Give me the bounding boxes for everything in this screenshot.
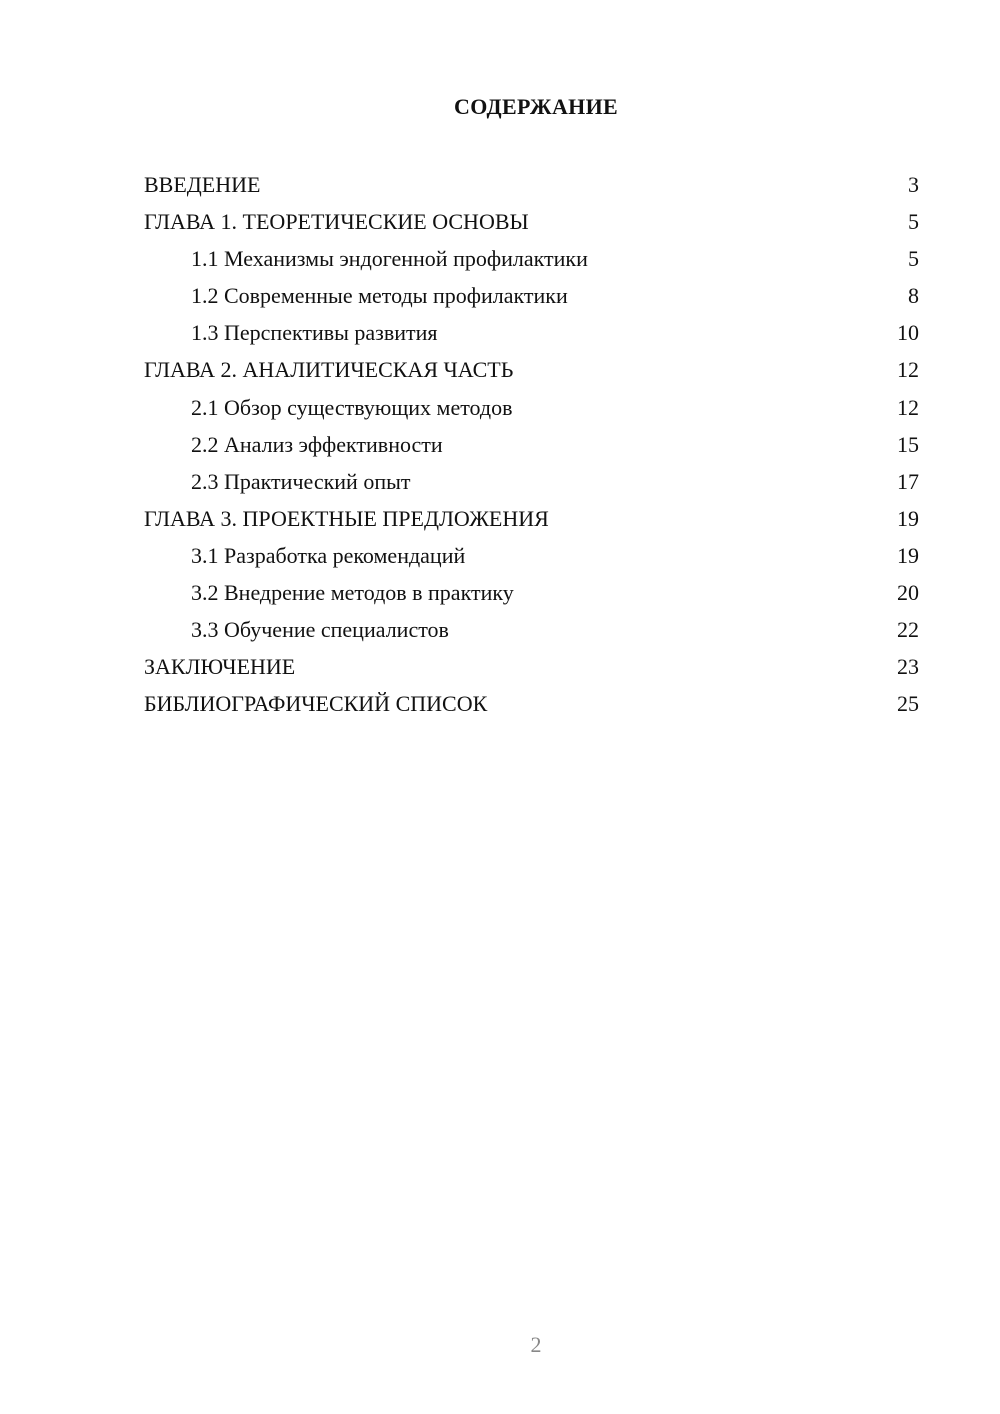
toc-entry-page: 25 xyxy=(897,691,919,717)
toc-entry-chapter-3[interactable] xyxy=(144,500,919,537)
toc-entry-section-2-2[interactable] xyxy=(144,426,919,463)
toc-entry-label: ГЛАВА 2. АНАЛИТИЧЕСКАЯ ЧАСТЬ xyxy=(144,357,514,383)
toc-entry-section-2-1[interactable] xyxy=(144,389,919,426)
toc-entry-chapter-2[interactable] xyxy=(144,351,919,388)
toc-entry-label: ЗАКЛЮЧЕНИЕ xyxy=(144,654,296,680)
table-of-contents xyxy=(144,166,919,722)
toc-entry-page: 12 xyxy=(897,357,919,383)
toc-entry-bibliography[interactable] xyxy=(144,685,919,722)
toc-entry-page: 10 xyxy=(897,320,919,346)
toc-entry-conclusion[interactable] xyxy=(144,648,919,685)
toc-entry-introduction[interactable] xyxy=(144,166,919,203)
toc-entry-page: 8 xyxy=(908,283,919,309)
toc-entry-label: 3.1 Разработка рекомендаций xyxy=(191,542,466,568)
toc-entry-section-1-1[interactable] xyxy=(144,240,919,277)
toc-entry-section-1-2[interactable] xyxy=(144,277,919,314)
toc-entry-label: ВВЕДЕНИЕ xyxy=(144,172,261,197)
toc-entry-page: 23 xyxy=(897,654,919,680)
toc-entry-section-3-3[interactable] xyxy=(144,611,919,648)
toc-entry-label: 2.1 Обзор существующих методов xyxy=(191,394,513,420)
toc-entry-page: 22 xyxy=(897,617,919,643)
toc-entry-label: БИБЛИОГРАФИЧЕСКИЙ СПИСОК xyxy=(144,691,488,717)
toc-entry-page: 19 xyxy=(897,542,919,568)
toc-entry-section-1-3[interactable] xyxy=(144,314,919,351)
toc-entry-label: 3.2 Внедрение методов в практику xyxy=(191,580,514,606)
toc-entry-label: 1.3 Перспективы развития xyxy=(191,320,438,346)
toc-entry-page: 12 xyxy=(897,394,919,420)
toc-entry-label: 2.3 Практический опыт xyxy=(191,468,411,494)
toc-entry-label: ГЛАВА 1. ТЕОРЕТИЧЕСКИЕ ОСНОВЫ xyxy=(144,209,529,235)
toc-entry-label: 2.2 Анализ эффективности xyxy=(191,431,443,457)
toc-entry-page: 15 xyxy=(897,431,919,457)
toc-entry-section-3-1[interactable] xyxy=(144,537,919,574)
toc-entry-label: 3.3 Обучение специалистов xyxy=(191,617,449,643)
toc-entry-page: 3 xyxy=(908,172,919,197)
page-number: 2 xyxy=(530,1332,542,1357)
toc-entry-page: 20 xyxy=(897,580,919,606)
toc-entry-label: ГЛАВА 3. ПРОЕКТНЫЕ ПРЕДЛОЖЕНИЯ xyxy=(144,505,549,531)
toc-entry-label: 1.2 Современные методы профилактики xyxy=(191,283,568,309)
toc-entry-page: 5 xyxy=(908,209,919,235)
toc-entry-chapter-1[interactable] xyxy=(144,203,919,240)
toc-entry-section-3-2[interactable] xyxy=(144,574,919,611)
toc-entry-page: 17 xyxy=(897,468,919,494)
toc-entry-page: 5 xyxy=(908,246,919,272)
toc-title: СОДЕРЖАНИЕ xyxy=(454,94,618,119)
toc-entry-section-2-3[interactable] xyxy=(144,463,919,500)
toc-entry-page: 19 xyxy=(897,505,919,531)
toc-entry-label: 1.1 Механизмы эндогенной профилактики xyxy=(191,246,588,272)
